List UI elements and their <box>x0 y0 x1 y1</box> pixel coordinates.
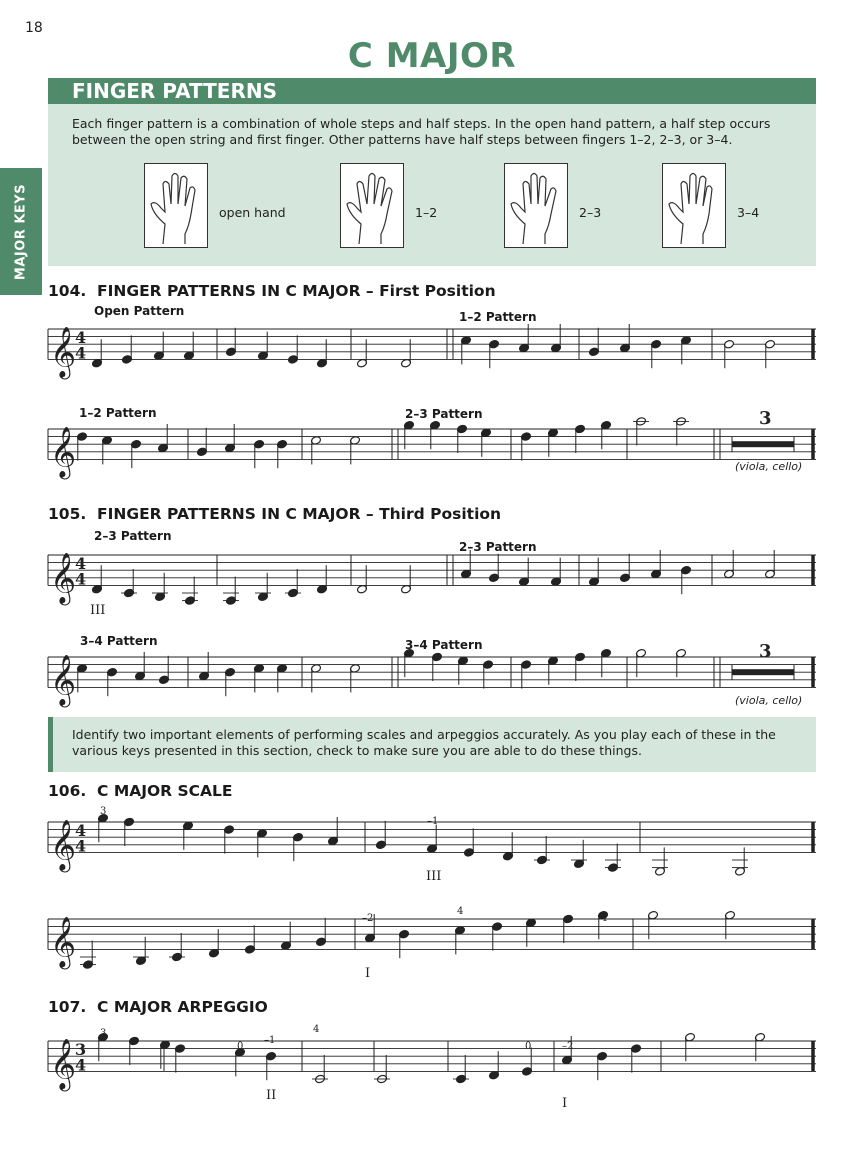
exercise-104-subtitle: – First Position <box>365 282 496 300</box>
exercise-104-heading: FINGER PATTERNS IN C MAJOR <box>97 282 361 300</box>
finger-patterns-text: Each finger pattern is a combination of whole steps and half steps. In the open hand pattern, a half step occurs between the open string and first finger. Other patterns have half steps between fingers 1–2, 2–3, or 3–4. <box>72 116 771 147</box>
exercise-106-number: 106. <box>48 782 87 800</box>
position-mark: III <box>90 603 106 618</box>
exercise-107-heading: C MAJOR ARPEGGIO <box>97 998 268 1016</box>
exercise-105-number: 105. <box>48 505 87 523</box>
fingering: –2 <box>362 913 374 924</box>
pattern-label: 1–2 Pattern <box>459 310 537 324</box>
time-signature-bottom: 4 <box>75 569 87 589</box>
page-title: C MAJOR <box>347 36 517 76</box>
multi-rest-count: 3 <box>759 408 772 429</box>
exercise-105-title <box>48 505 501 523</box>
exercise-105-heading: FINGER PATTERNS IN C MAJOR <box>97 505 361 523</box>
finger-patterns-heading: FINGER PATTERNS <box>72 79 277 103</box>
multi-rest-count: 3 <box>759 641 772 662</box>
time-signature-top: 4 <box>75 554 87 574</box>
hand-3-4-label: 3–4 <box>737 205 760 220</box>
hand-2-3-label: 2–3 <box>579 205 602 220</box>
exercise-107-number: 107. <box>48 998 87 1016</box>
treble-clef-icon: 𝄞 <box>50 426 77 478</box>
fingering: 3 <box>100 1028 107 1039</box>
pattern-label: 2–3 Pattern <box>405 407 483 421</box>
pattern-label: 2–3 Pattern <box>459 540 537 554</box>
position-mark: I <box>365 966 371 981</box>
exercise-106-heading: C MAJOR SCALE <box>97 782 233 800</box>
exercise-104-number: 104. <box>48 282 87 300</box>
treble-clef-icon: 𝄞 <box>50 916 77 968</box>
time-signature-bottom: 4 <box>75 1055 87 1075</box>
fingering: –1 <box>264 1035 276 1046</box>
fingering: 3 <box>100 806 107 817</box>
fingering: –2 <box>562 1041 574 1052</box>
time-signature-bottom: 4 <box>75 836 87 856</box>
pattern-label: 3–4 Pattern <box>405 638 483 652</box>
treble-clef-icon: 𝄞 <box>50 1038 77 1090</box>
time-signature-top: 4 <box>75 328 87 348</box>
fingering: 0 <box>237 1041 244 1052</box>
pattern-label: Open Pattern <box>94 304 185 318</box>
pattern-label: 2–3 Pattern <box>94 529 172 543</box>
fingering: –1 <box>427 816 439 827</box>
tip-accent-bar <box>48 717 53 772</box>
fingering: 4 <box>601 913 608 924</box>
time-signature-bottom: 4 <box>75 343 87 363</box>
time-signature-top: 4 <box>75 821 87 841</box>
page-number: 18 <box>25 20 43 36</box>
hand-open-label: open hand <box>219 205 286 220</box>
time-signature-top: 3 <box>75 1040 87 1060</box>
fingering: 4 <box>457 906 464 917</box>
exercise-105-subtitle: – Third Position <box>365 505 502 523</box>
fingering: 4 <box>313 1024 320 1035</box>
pattern-label: 1–2 Pattern <box>79 406 157 420</box>
multi-rest-bar <box>732 441 794 447</box>
position-mark: II <box>266 1088 277 1103</box>
treble-clef-icon: 𝄞 <box>50 654 77 706</box>
hand-1-2-label: 1–2 <box>415 205 438 220</box>
multi-rest-bar <box>732 669 794 675</box>
exercise-107-title <box>48 998 268 1016</box>
treble-clef-icon: 𝄞 <box>50 552 77 604</box>
tip-text: Identify two important elements of performing scales and arpeggios accurately. As you play each of these in the various keys presented in this section, check to make sure you are able to do these things. <box>72 727 776 758</box>
treble-clef-icon: 𝄞 <box>50 819 77 871</box>
exercise-106-title <box>48 782 233 800</box>
pattern-label: 3–4 Pattern <box>80 634 158 648</box>
position-mark: I <box>562 1096 568 1111</box>
rest-note: (viola, cello) <box>735 460 803 473</box>
side-tab-label: MAJOR KEYS <box>13 183 29 280</box>
rest-note: (viola, cello) <box>735 694 803 707</box>
treble-clef-icon: 𝄞 <box>50 326 77 378</box>
position-mark: III <box>426 869 442 884</box>
fingering: 0 <box>525 1041 532 1052</box>
